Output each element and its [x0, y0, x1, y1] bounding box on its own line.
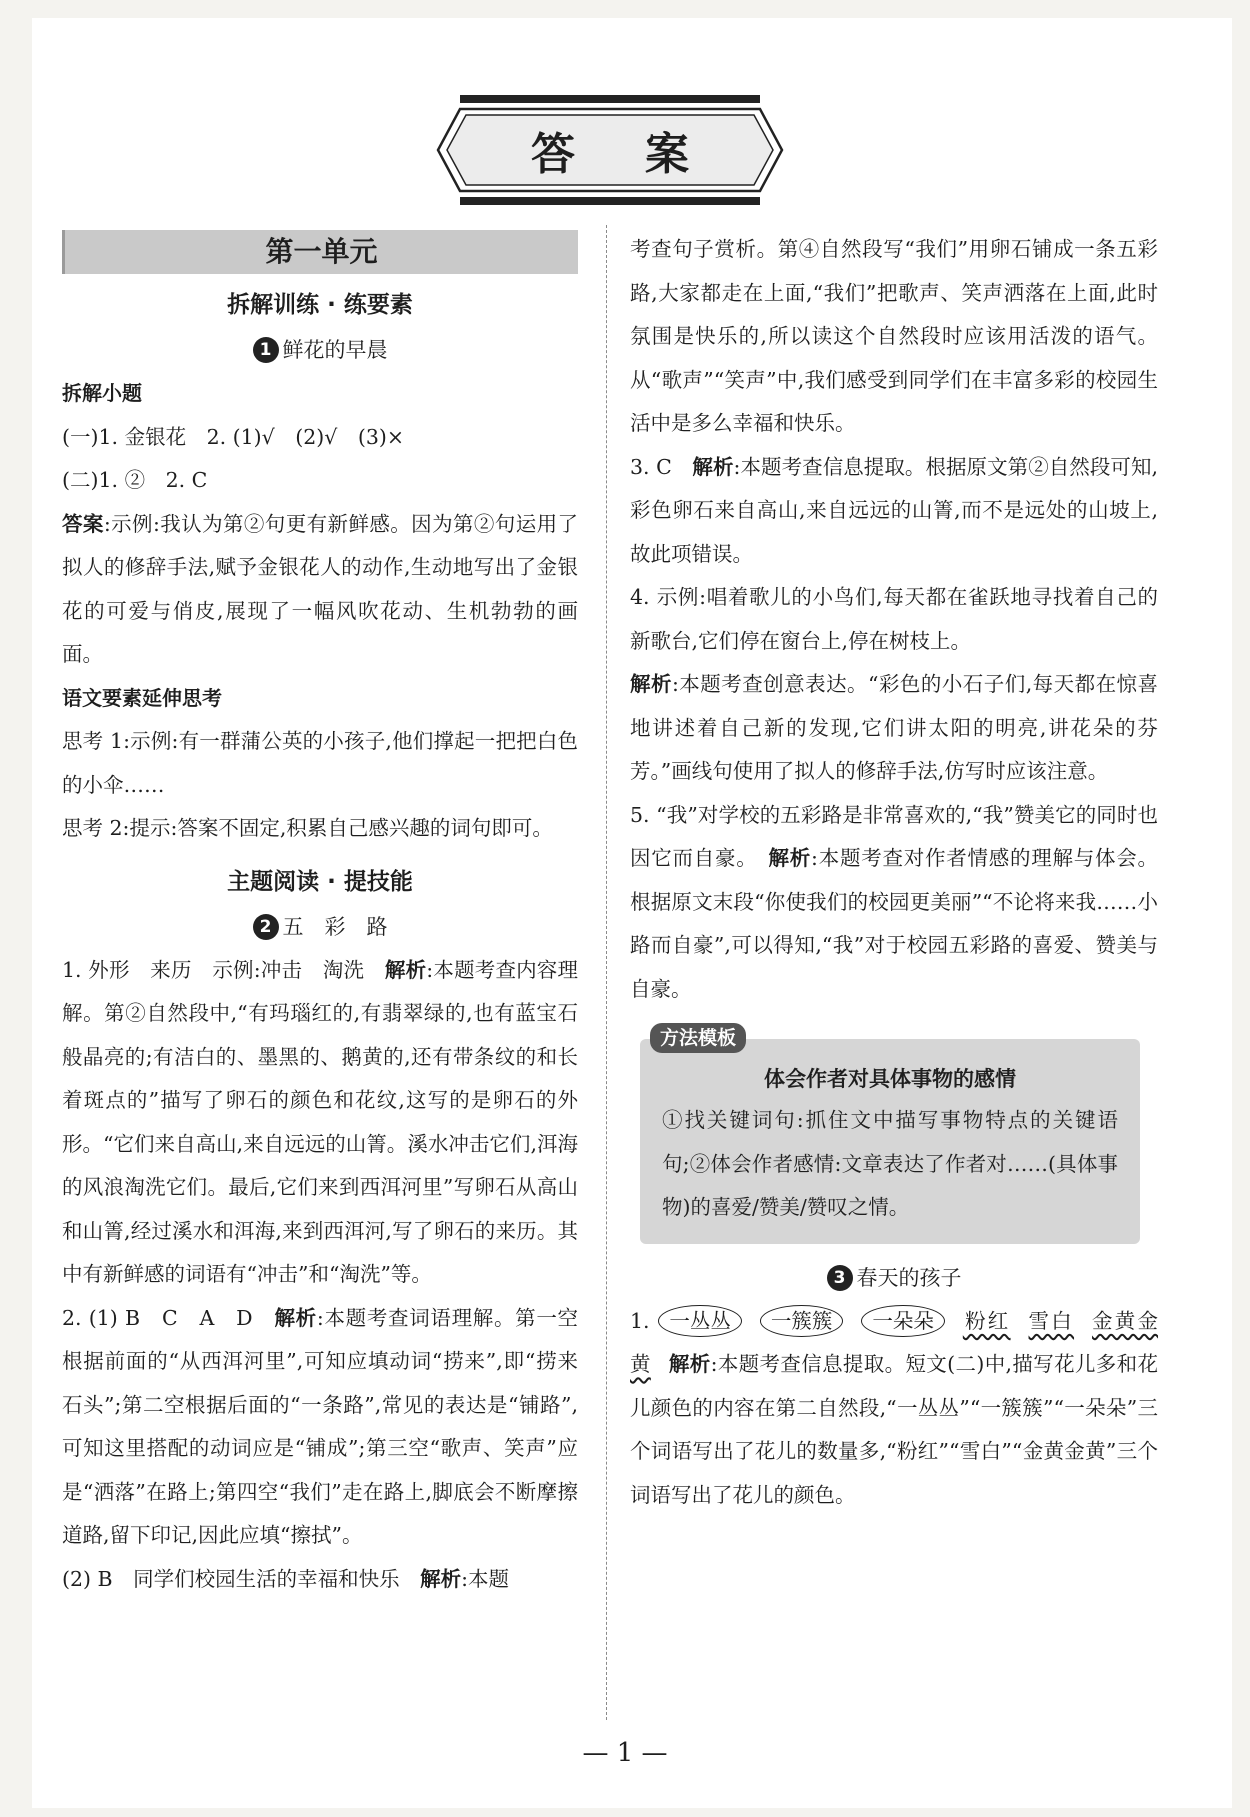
- left-column: [62, 228, 578, 1601]
- lesson-number-badge: 3: [827, 1265, 853, 1291]
- answer-paragraph: [630, 1300, 1158, 1518]
- answer-paragraph: [630, 446, 1158, 577]
- analysis-label: 解析: [384, 957, 427, 982]
- answer-paragraph: [630, 663, 1158, 794]
- underlined-word: 雪白: [1028, 1308, 1075, 1333]
- answer-line: (一)1. 金银花 2. (1)√ (2)√ (3)×: [62, 424, 405, 449]
- analysis-label: 解析: [274, 1305, 317, 1330]
- circled-word: 一朵朵: [861, 1305, 945, 1337]
- underlined-word: 金黄金黄: [630, 1308, 1159, 1376]
- answer-paragraph: [62, 503, 578, 677]
- analysis-text: :本题考查创意表达。“彩色的小石子们,每天都在惊喜地讲述着自己新的发现,它们讲太阳的明亮,讲花朵的芬芳。”画线句使用了拟人的修辞手法,仿写时应该注意。: [630, 672, 1159, 783]
- analysis-text: :本题考查对作者情感的理解与体会。根据原文末段“你使我们的校园更美丽”“不论将来我……小路而自豪”,可以得知,“我”对于校园五彩路的喜爱、赞美与自豪。: [630, 846, 1159, 1001]
- answer-paragraph: [62, 1558, 578, 1602]
- answer-paragraph: [62, 1297, 578, 1558]
- analysis-label: 解析: [768, 846, 812, 870]
- lesson-number-badge: 1: [253, 337, 279, 363]
- lesson-title: 春天的孩子: [856, 1265, 962, 1290]
- method-text: ①找关键词句:抓住文中描写事物特点的关键语句;②体会作者感情:文章表达了作者对……(具体事物)的喜爱/赞美/赞叹之情。: [662, 1108, 1118, 1219]
- analysis-label: 解析: [420, 1566, 462, 1591]
- answer-text: 1.: [630, 1308, 650, 1333]
- section-title-2: 主题阅读 · 提技能: [227, 868, 413, 895]
- method-title: 体会作者对具体事物的感情: [764, 1067, 1016, 1091]
- method-template-box: [640, 1027, 1140, 1244]
- answer-text: (2) B 同学们校园生活的幸福和快乐: [62, 1566, 421, 1591]
- answer-paragraph: [630, 794, 1158, 1012]
- lesson-title: 五 彩 路: [282, 914, 388, 939]
- section-title-1: 拆解训练 · 练要素: [227, 292, 413, 318]
- right-column: [630, 228, 1158, 1517]
- answer-paragraph: [62, 949, 578, 1297]
- title-banner: [430, 95, 790, 205]
- think-paragraph: 思考 1:示例:有一群蒲公英的小孩子,他们撑起一把把白色的小伞……: [62, 729, 578, 797]
- circled-word: 一丛丛: [658, 1305, 742, 1337]
- answer-paragraph: 考查句子赏析。第④自然段写“我们”用卵石铺成一条五彩路,大家都走在上面,“我们”把歌声、笑声洒落在上面,此时氛围是快乐的,所以读这个自然段时应该用活泼的语气。从“歌声”“笑声”中,我们感受到同学们在丰富多彩的校园生活中是多么幸福和快乐。: [630, 237, 1158, 435]
- answer-text: 3. C: [630, 454, 693, 479]
- analysis-label: 解析: [668, 1352, 711, 1376]
- answer-text: 1. 外形 来历 示例:冲击 淘洗: [62, 957, 385, 982]
- analysis-text: :本题考查内容理解。第②自然段中,“有玛瑙红的,有翡翠绿的,也有蓝宝石般晶亮的;有洁白的、墨黑的、鹅黄的,还有带条纹的和长着斑点的”描写了卵石的颜色和花纹,这写的是卵石的外形。“它们来自高山,来自远远的山箐。溪水冲击它们,洱海的风浪淘洗它们。最后,它们来到西洱河里”写卵石从高山和山箐,经过溪水和洱海,来到西洱河,写了卵石的来历。其中有新鲜感的词语有“冲击”和“淘洗”等。: [62, 957, 578, 1286]
- page-number: — 1 —: [582, 1738, 668, 1768]
- subheading-chaijie: 拆解小题: [62, 381, 142, 405]
- answer-line: (二)1. ② 2. C: [62, 468, 208, 492]
- method-tag: 方法模板: [650, 1023, 746, 1053]
- lesson-2-heading: [62, 905, 578, 949]
- answer-text: :示例:我认为第②句更有新鲜感。因为第②句运用了拟人的修辞手法,赋予金银花人的动作,生动地写出了金银花的可爱与俏皮,展现了一幅风吹花动、生机勃勃的画面。: [62, 511, 579, 666]
- analysis-label: 解析: [630, 672, 672, 696]
- page-title: 答案: [531, 129, 759, 180]
- analysis-text: :本题考查信息提取。根据原文第②自然段可知,彩色卵石来自高山,来自远远的山箐,而不是远处的山坡上,故此项错误。: [630, 454, 1159, 566]
- underlined-word: 粉红: [962, 1308, 1011, 1333]
- analysis-label: 解析: [692, 454, 734, 479]
- think-paragraph: 思考 2:提示:答案不固定,积累自己感兴趣的词句即可。: [62, 816, 553, 840]
- analysis-text: :本题考查信息提取。短文(二)中,描写花儿多和花儿颜色的内容在第二自然段,“一丛丛”“一簇簇”“一朵朵”三个词语写出了花儿的数量多,“粉红”“雪白”“金黄金黄”三个词语写出了花儿的颜色。: [630, 1352, 1159, 1507]
- lesson-title: 鲜花的早晨: [282, 338, 388, 362]
- analysis-text: :本题: [461, 1566, 510, 1591]
- unit-heading: 第一单元: [62, 230, 578, 274]
- column-divider: [606, 225, 607, 1720]
- answer-label: 答案: [62, 511, 104, 536]
- answer-paragraph: 4. 示例:唱着歌儿的小鸟们,每天都在雀跃地寻找着自己的新歌台,它们停在窗台上,停在树枝上。: [630, 585, 1158, 653]
- lesson-1-heading: [62, 328, 578, 372]
- answer-text: 5. “我”对学校的五彩路是非常喜欢的,“我”赞美它的同时也因它而自豪。: [630, 802, 1158, 870]
- lesson-number-badge: 2: [253, 914, 279, 940]
- analysis-text: :本题考查词语理解。第一空根据前面的“从西洱河里”,可知应填动词“捞来”,即“捞来石头”;第二空根据后面的“一条路”,常见的表达是“铺路”,可知这里搭配的动词应是“铺成”;第三空“歌声、笑声”应是“洒落”在路上;第四空“我们”走在路上,脚底会不断摩擦道路,留下印记,因此应填“擦拭”。: [62, 1305, 578, 1547]
- circled-word: 一簇簇: [760, 1305, 844, 1337]
- subheading-yanshen: 语文要素延伸思考: [62, 685, 222, 710]
- lesson-3-heading: [630, 1256, 1158, 1300]
- answer-text: 2. (1) B C A D: [62, 1305, 275, 1330]
